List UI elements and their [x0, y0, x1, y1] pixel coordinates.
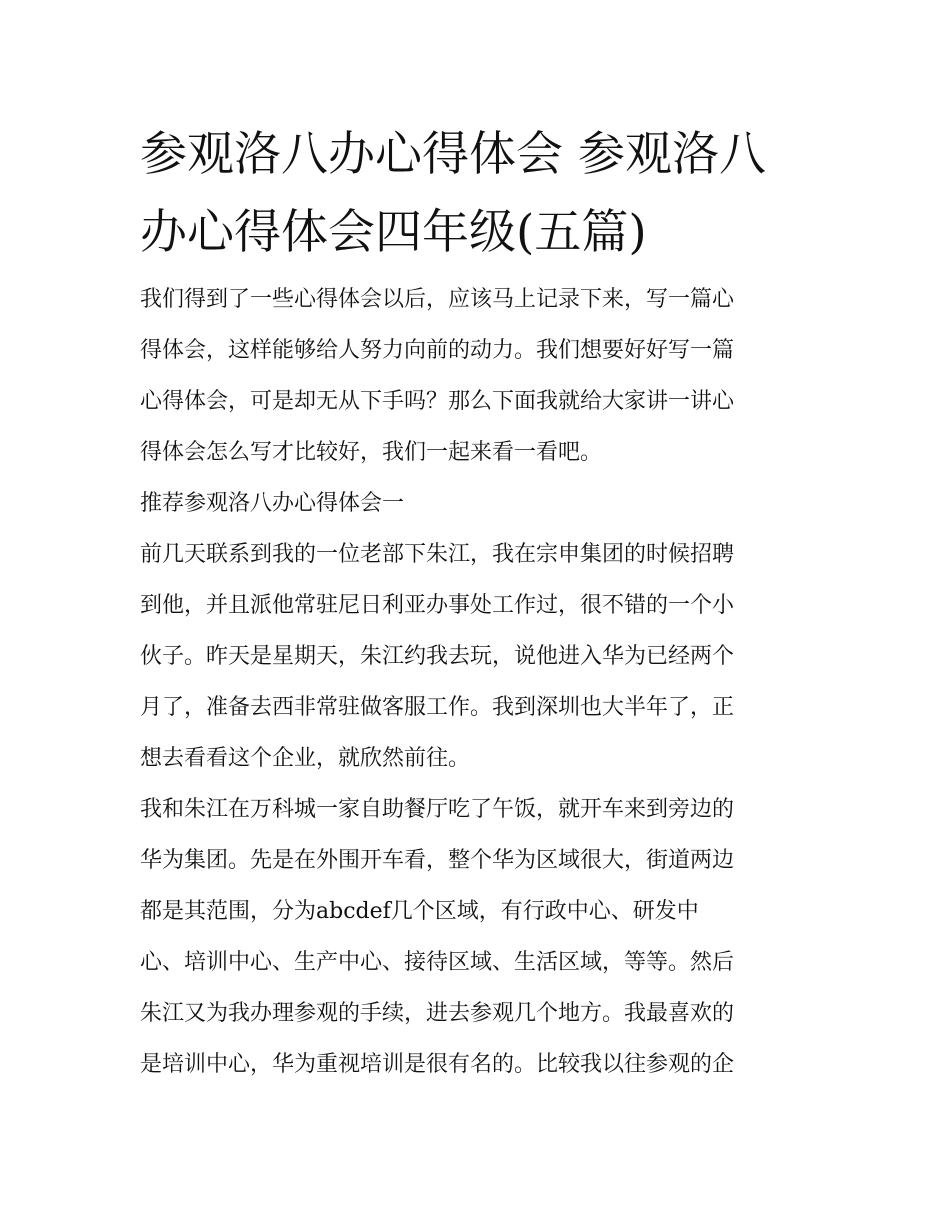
- intro-line: 我们得到了一些心得体会以后，应该马上记录下来，写一篇心: [140, 287, 735, 312]
- section-heading: 推荐参观洛八办心得体会一: [140, 491, 405, 516]
- paragraph-line: 是培训中心，华为重视培训是很有名的。比较我以往参观的企: [140, 1052, 735, 1077]
- paragraph-line: 想去看看这个企业，就欣然前往。: [140, 746, 471, 771]
- paragraph-line: 都是其范围，分为abcdef几个区域，有行政中心、研发中: [140, 899, 699, 924]
- intro-line: 得体会，这样能够给人努力向前的动力。我们想要好好写一篇: [140, 338, 735, 363]
- paragraph-line: 到他，并且派他常驻尼日利亚办事处工作过，很不错的一个小: [140, 593, 735, 618]
- paragraph-line: 伙子。昨天是星期天，朱江约我去玩，说他进入华为已经两个: [140, 644, 735, 669]
- paragraph-line: 前几天联系到我的一位老部下朱江，我在宗申集团的时候招聘: [140, 542, 735, 567]
- paragraph-line: 心、培训中心、生产中心、接待区域、生活区域，等等。然后: [140, 950, 735, 975]
- title-line: 办心得体会四年级(五篇): [140, 205, 647, 260]
- paragraph-line: 华为集团。先是在外围开车看，整个华为区域很大，街道两边: [140, 848, 735, 873]
- document-body: [140, 274, 820, 1090]
- paragraph-line: 月了，准备去西非常驻做客服工作。我到深圳也大半年了，正: [140, 695, 735, 720]
- paragraph-line: 我和朱江在万科城一家自助餐厅吃了午饭，就开车来到旁边的: [140, 797, 735, 822]
- intro-line: 心得体会，可是却无从下手吗？那么下面我就给大家讲一讲心: [140, 389, 735, 414]
- intro-line: 得体会怎么写才比较好，我们一起来看一看吧。: [140, 440, 603, 465]
- document-title: [140, 116, 820, 272]
- paragraph-line: 朱江又为我办理参观的手续，进去参观几个地方。我最喜欢的: [140, 1001, 735, 1026]
- title-line: 参观洛八办心得体会 参观洛八: [140, 127, 766, 182]
